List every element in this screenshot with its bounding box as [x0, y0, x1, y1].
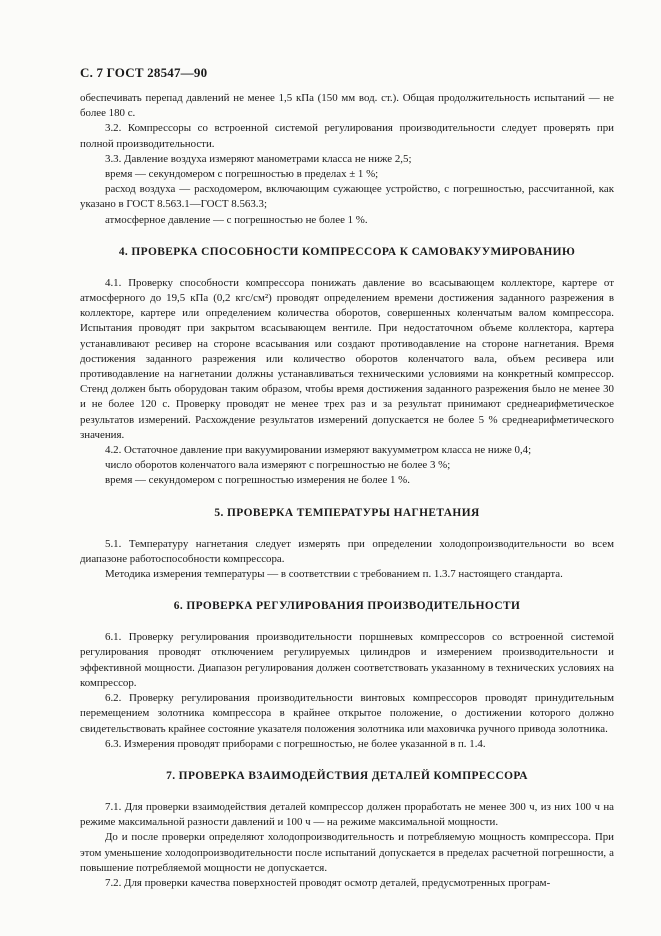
- paragraph-3-2: 3.2. Компрессоры со встроенной системой регулирования производительности следует проверять при полной производительности.: [80, 122, 614, 150]
- paragraph-7-1: 7.1. Для проверки взаимодействия деталей компрессор должен проработать не менее 300 ч, из них 100 ч на режиме максимальной разности давлений и 100 ч — на режиме максимальной мощности.: [80, 800, 614, 829]
- section-5-heading: 5. ПРОВЕРКА ТЕМПЕРАТУРЫ НАГНЕТАНИЯ: [214, 506, 480, 519]
- paragraph-3-3-atm: атмосферное давление — с погрешностью не более 1 %.: [105, 213, 368, 226]
- paragraph-4-2-time: время — секундомером с погрешностью измерения не более 1 %.: [105, 474, 410, 487]
- paragraph-7-2: 7.2. Для проверки качества поверхностей проводят осмотр деталей, предусмотренных програм-: [105, 876, 551, 889]
- section-4-heading: 4. ПРОВЕРКА СПОСОБНОСТИ КОМПРЕССОРА К САМОВАКУУМИРОВАНИЮ: [118, 245, 576, 258]
- paragraph-3-3-time: время — секундомером с погрешностью в пределах ± 1 %;: [105, 168, 379, 181]
- section-7-heading: 7. ПРОВЕРКА ВЗАИМОДЕЙСТВИЯ ДЕТАЛЕЙ КОМПРЕССОРА: [166, 769, 528, 782]
- paragraph-4-2-rpm: число оборотов коленчатого вала измеряют с погрешностью не более 3 %;: [105, 459, 451, 472]
- paragraph-3-3: 3.3. Давление воздуха измеряют манометрами класса не ниже 2,5;: [105, 152, 412, 165]
- paragraph-6-3: 6.3. Измерения проводят приборами с погрешностью, не более указанной в п. 1.4.: [105, 737, 486, 750]
- paragraph-4-2: 4.2. Остаточное давление при вакуумировании измеряют вакуумметром класса не ниже 0,4;: [105, 444, 532, 457]
- paragraph-4-1: 4.1. Проверку способности компрессора понижать давление во всасывающем коллекторе, картере от атмосферного до 19,5 кПа (0,2 кгс/см²) проводят определением времени достижения заданного разрежения в коллекторе, картере или определением количества оборотов, совершенных коленчатым валом компрессора. Испытания проводят при закрытом всасывающем вентиле. При недостаточном объеме коллектора, картера устанавливают ресивер на стороне всасывания или создают противодавление на стороне нагнетания. Время достижения заданного разрежения или количество оборотов коленчатого вала, объем ресивера или противодавление на нагнетании должны устанавливаться техническими условиями на конкретный компрессор. Стенд должен быть оборудован таким образом, чтобы время достижения заданного разрежения было не менее 30 и не более 120 с. Проверку проводят не менее трех раз и за результат принимают среднеарифметическое результатов измерений. Расхождение результатов измерений допускается не более 5 % среднеарифметического значения.: [80, 276, 614, 441]
- paragraph-7-1-b: До и после проверки определяют холодопроизводительность и потребляемую мощность компрессора. При этом уменьшение холодопроизводительности после испытаний допускается в пределах расчетной погрешности, а повышение потребляемой мощности не допускается.: [80, 831, 614, 874]
- paragraph-5-1: 5.1. Температуру нагнетания следует измерять при определении холодопроизводительности во всем диапазоне работоспособности компрессора.: [80, 537, 614, 565]
- paragraph-3-3-flow: расход воздуха — расходомером, включающим сужающее устройство, с погрешностью, рассчитанной, как указано в ГОСТ 8.563.1—ГОСТ 8.563.3;: [80, 183, 614, 211]
- page-header: С. 7 ГОСТ 28547—90: [80, 65, 208, 80]
- paragraph-continuation: обеспечивать перепад давлений не менее 1,5 кПа (150 мм вод. ст.). Общая продолжительность испытаний — не более 180 с.: [80, 92, 614, 120]
- paragraph-6-2: 6.2. Проверку регулирования производительности винтовых компрессоров проводят принудительным перемещением золотника компрессора в крайнее открытое положение, о достижении которого должно свидетельствовать крайнее состояние указателя положения золотника или маховичка ручного привода золотника.: [80, 692, 614, 735]
- paragraph-5-method: Методика измерения температуры — в соответствии с требованием п. 1.3.7 настоящего стандарта.: [105, 568, 563, 581]
- section-6-heading: 6. ПРОВЕРКА РЕГУЛИРОВАНИЯ ПРОИЗВОДИТЕЛЬНОСТИ: [173, 600, 521, 613]
- paragraph-6-1: 6.1. Проверку регулирования производительности поршневых компрессоров со встроенной системой регулирования проводят отключением регулируемых цилиндров и измерением производительности и эффективной мощности. Диапазон регулирования должен соответствовать указанному в технических условиях на компрессор.: [80, 631, 614, 689]
